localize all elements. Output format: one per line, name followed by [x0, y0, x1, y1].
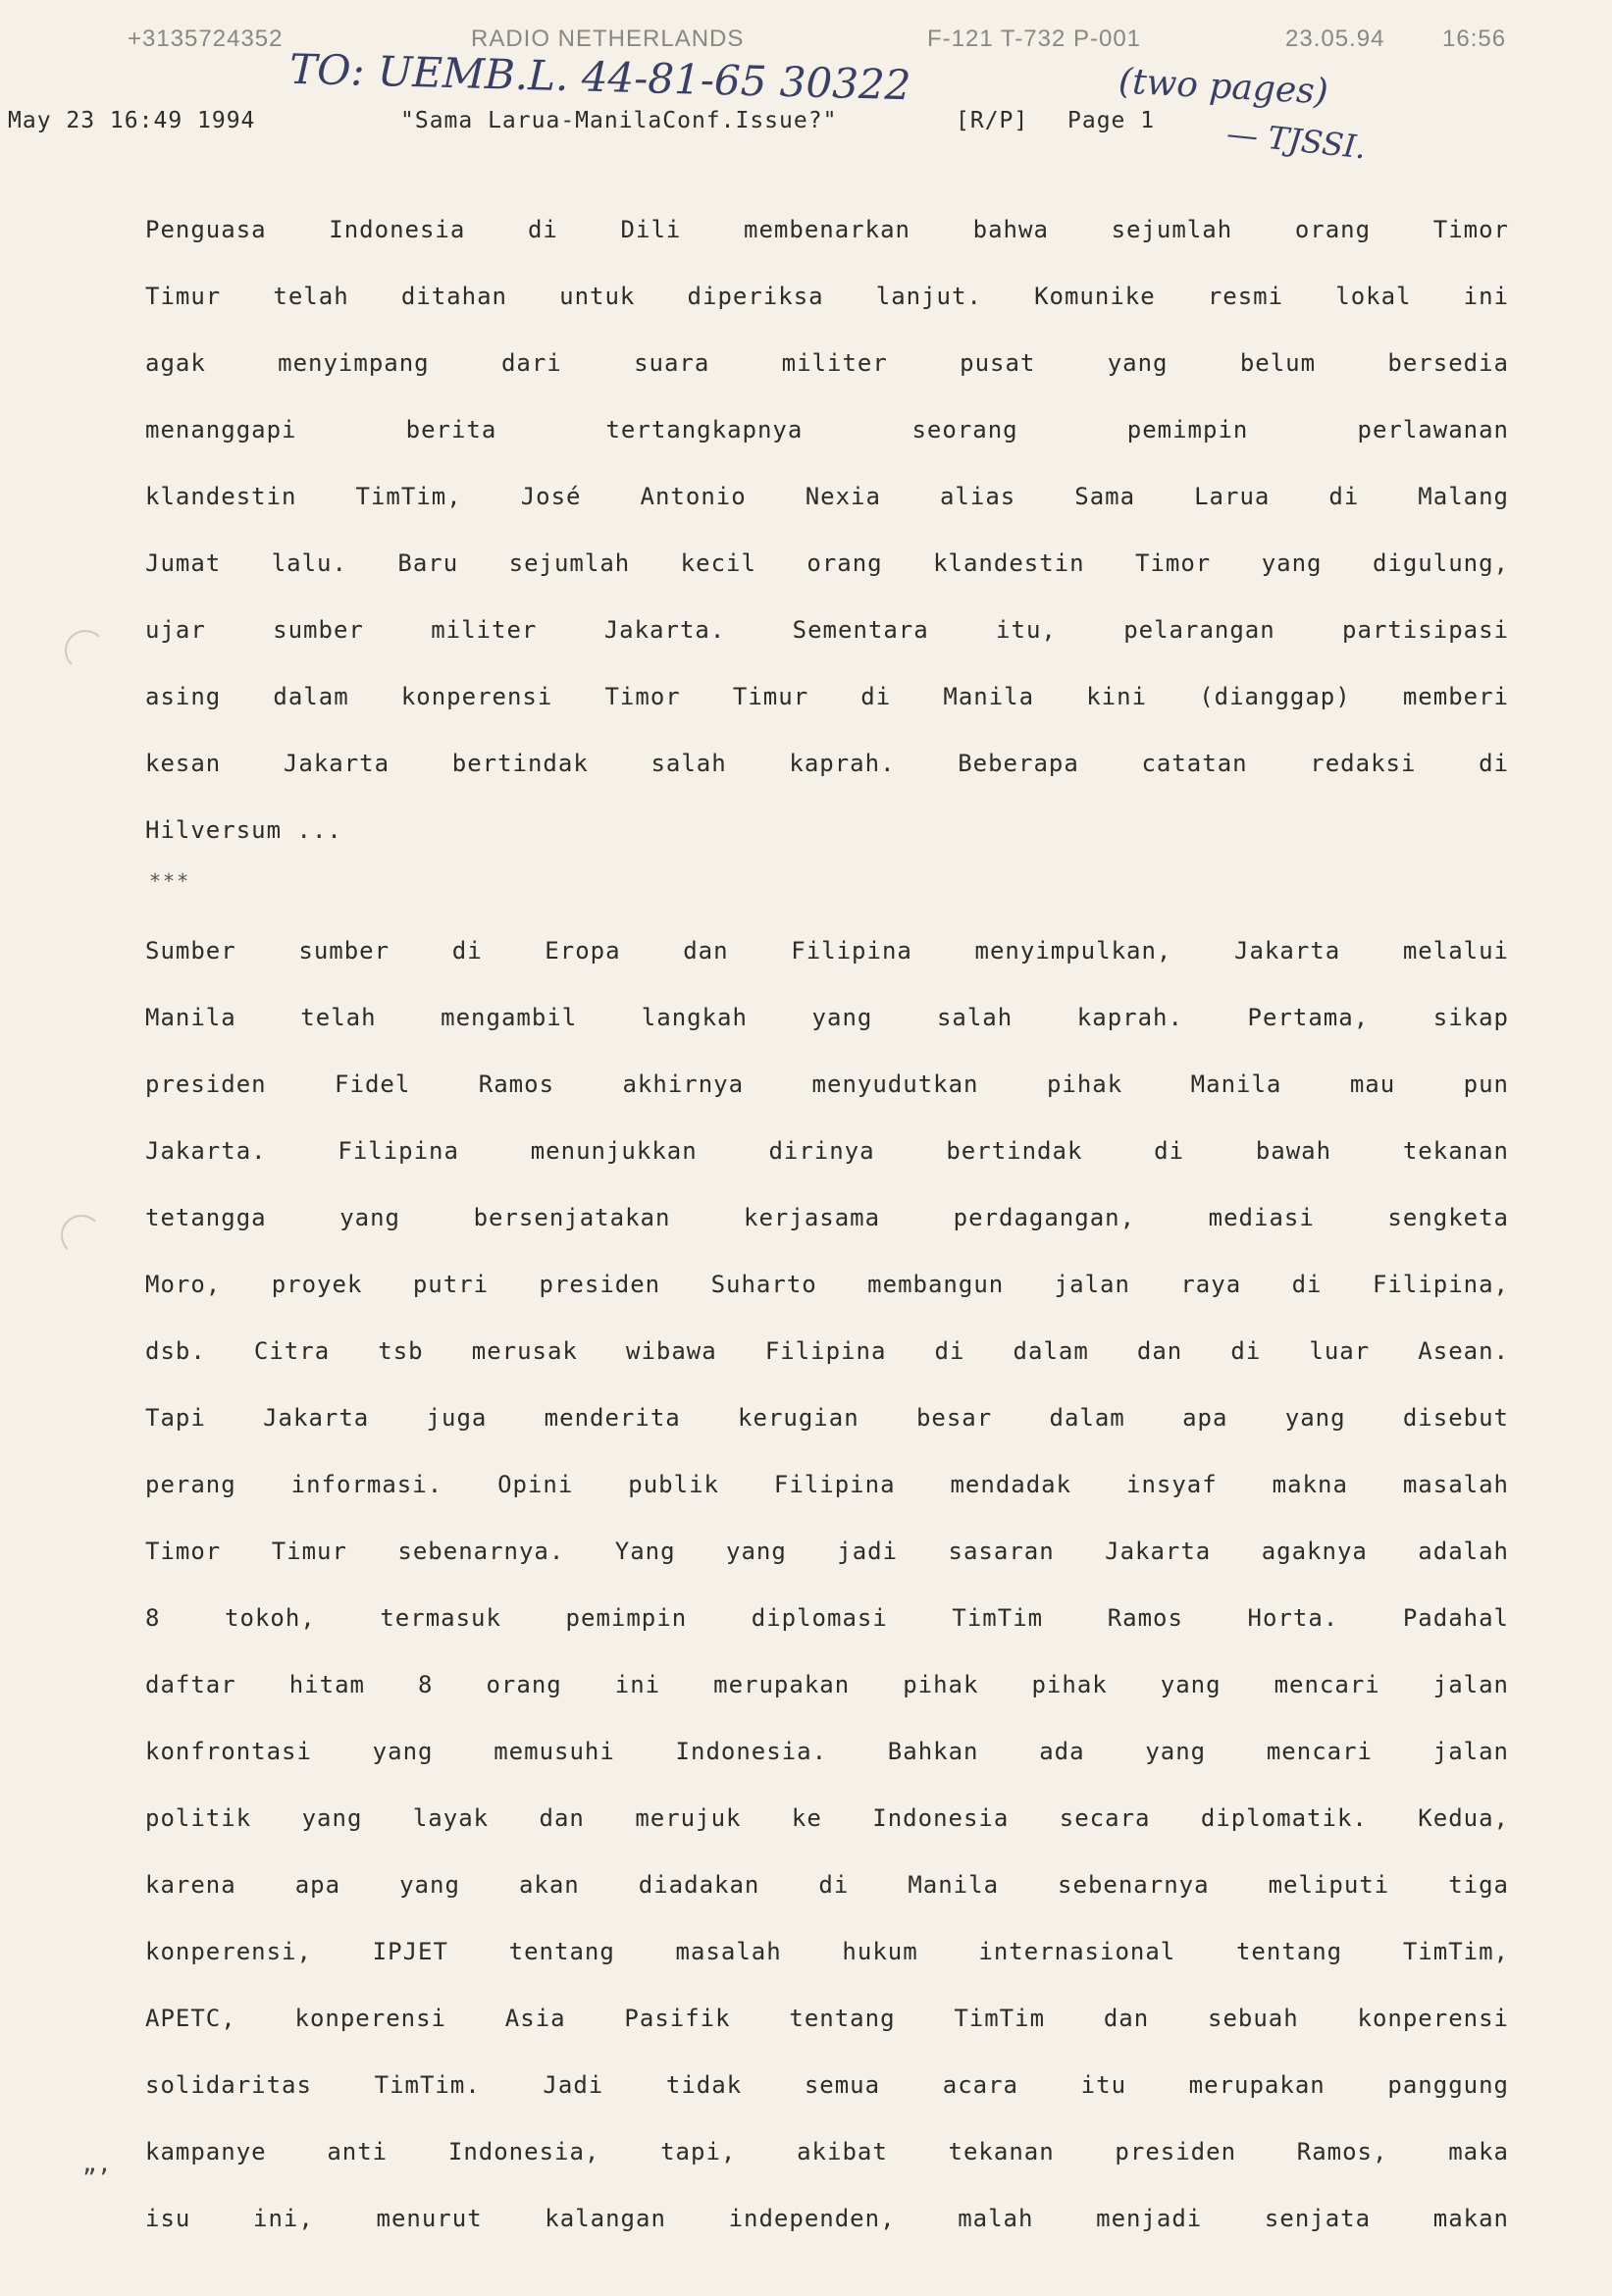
- text-line: Penguasa Indonesia di Dili membenarkan bahwa sejumlah orang Timor: [145, 216, 1509, 243]
- text-line: dsb. Citra tsb merusak wibawa Filipina di dalam dan di luar Asean.: [145, 1337, 1509, 1365]
- fax-phone-number: +3135724352: [128, 26, 284, 52]
- text-line: Hilversum ...: [145, 816, 342, 844]
- text-line: kampanye anti Indonesia, tapi, akibat tekanan presiden Ramos, maka: [145, 2138, 1509, 2166]
- text-line: asing dalam konperensi Timor Timur di Manila kini (dianggap) memberi: [145, 683, 1509, 710]
- fax-date: 23.05.94: [1285, 26, 1385, 52]
- document-date: May 23 16:49 1994: [8, 108, 256, 133]
- text-line: solidaritas TimTim. Jadi tidak semua acara itu merupakan panggung: [145, 2071, 1509, 2099]
- fax-time: 16:56: [1442, 26, 1507, 52]
- text-line: Moro, proyek putri presiden Suharto membangun jalan raya di Filipina,: [145, 1271, 1509, 1298]
- punch-hole-mark: [65, 630, 106, 671]
- paragraph-1: [145, 196, 1509, 863]
- text-line: daftar hitam 8 orang ini merupakan pihak pihak yang mencari jalan: [145, 1671, 1509, 1698]
- text-line: klandestin TimTim, José Antonio Nexia alias Sama Larua di Malang: [145, 483, 1509, 510]
- text-line: ujar sumber militer Jakarta. Sementara itu, pelarangan partisipasi: [145, 616, 1509, 644]
- text-line: kesan Jakarta bertindak salah kaprah. Beberapa catatan redaksi di: [145, 750, 1509, 777]
- text-line: Timur telah ditahan untuk diperiksa lanjut. Komunike resmi lokal ini: [145, 283, 1509, 310]
- fax-page-codes: F-121 T-732 P-001: [927, 26, 1142, 52]
- handwritten-pages-note: (two pages): [1118, 61, 1329, 113]
- text-line: Manila telah mengambil langkah yang salah kaprah. Pertama, sikap: [145, 1004, 1509, 1031]
- text-line: isu ini, menurut kalangan independen, malah menjadi senjata makan: [145, 2205, 1509, 2232]
- text-line: Timor Timur sebenarnya. Yang yang jadi sasaran Jakarta agaknya adalah: [145, 1538, 1509, 1565]
- margin-mark: ”’: [82, 2165, 111, 2192]
- text-line: perang informasi. Opini publik Filipina mendadak insyaf makna masalah: [145, 1471, 1509, 1498]
- text-line: konperensi, IPJET tentang masalah hukum internasional tentang TimTim,: [145, 1938, 1509, 1965]
- text-line: agak menyimpang dari suara militer pusat yang belum bersedia: [145, 349, 1509, 377]
- section-separator: ***: [149, 869, 191, 893]
- text-line: Tapi Jakarta juga menderita kerugian besar dalam apa yang disebut: [145, 1404, 1509, 1432]
- text-line: menanggapi berita tertangkapnya seorang pemimpin perlawanan: [145, 416, 1509, 444]
- punch-hole-mark: [61, 1215, 102, 1256]
- text-line: 8 tokoh, termasuk pemimpin diplomasi TimTim Ramos Horta. Padahal: [145, 1604, 1509, 1632]
- text-line: Jakarta. Filipina menunjukkan dirinya bertindak di bawah tekanan: [145, 1137, 1509, 1165]
- text-line: Sumber sumber di Eropa dan Filipina menyimpulkan, Jakarta melalui: [145, 937, 1509, 965]
- text-line: politik yang layak dan merujuk ke Indonesia secara diplomatik. Kedua,: [145, 1804, 1509, 1832]
- text-line: tetangga yang bersenjatakan kerjasama perdagangan, mediasi sengketa: [145, 1204, 1509, 1231]
- text-line: karena apa yang akan diadakan di Manila sebenarnya meliputi tiga: [145, 1871, 1509, 1899]
- text-line: APETC, konperensi Asia Pasifik tentang TimTim dan sebuah konperensi: [145, 2005, 1509, 2032]
- fax-station-name: RADIO NETHERLANDS: [471, 26, 745, 52]
- document-ref: [R/P]: [956, 108, 1029, 133]
- document-title: "Sama Larua-ManilaConf.Issue?": [400, 108, 838, 133]
- text-line: konfrontasi yang memusuhi Indonesia. Bahkan ada yang mencari jalan: [145, 1738, 1509, 1765]
- paragraph-2: [145, 917, 1509, 2252]
- handwritten-recipient-note: TO: UEMB.L. 44-81-65 30322: [288, 44, 912, 110]
- document-page-number: Page 1: [1067, 108, 1156, 133]
- document-header: [8, 108, 1244, 147]
- text-line: Jumat lalu. Baru sejumlah kecil orang klandestin Timor yang digulung,: [145, 549, 1509, 577]
- text-line: presiden Fidel Ramos akhirnya menyudutkan pihak Manila mau pun: [145, 1070, 1509, 1098]
- handwritten-signature: — TJSSI.: [1224, 114, 1369, 167]
